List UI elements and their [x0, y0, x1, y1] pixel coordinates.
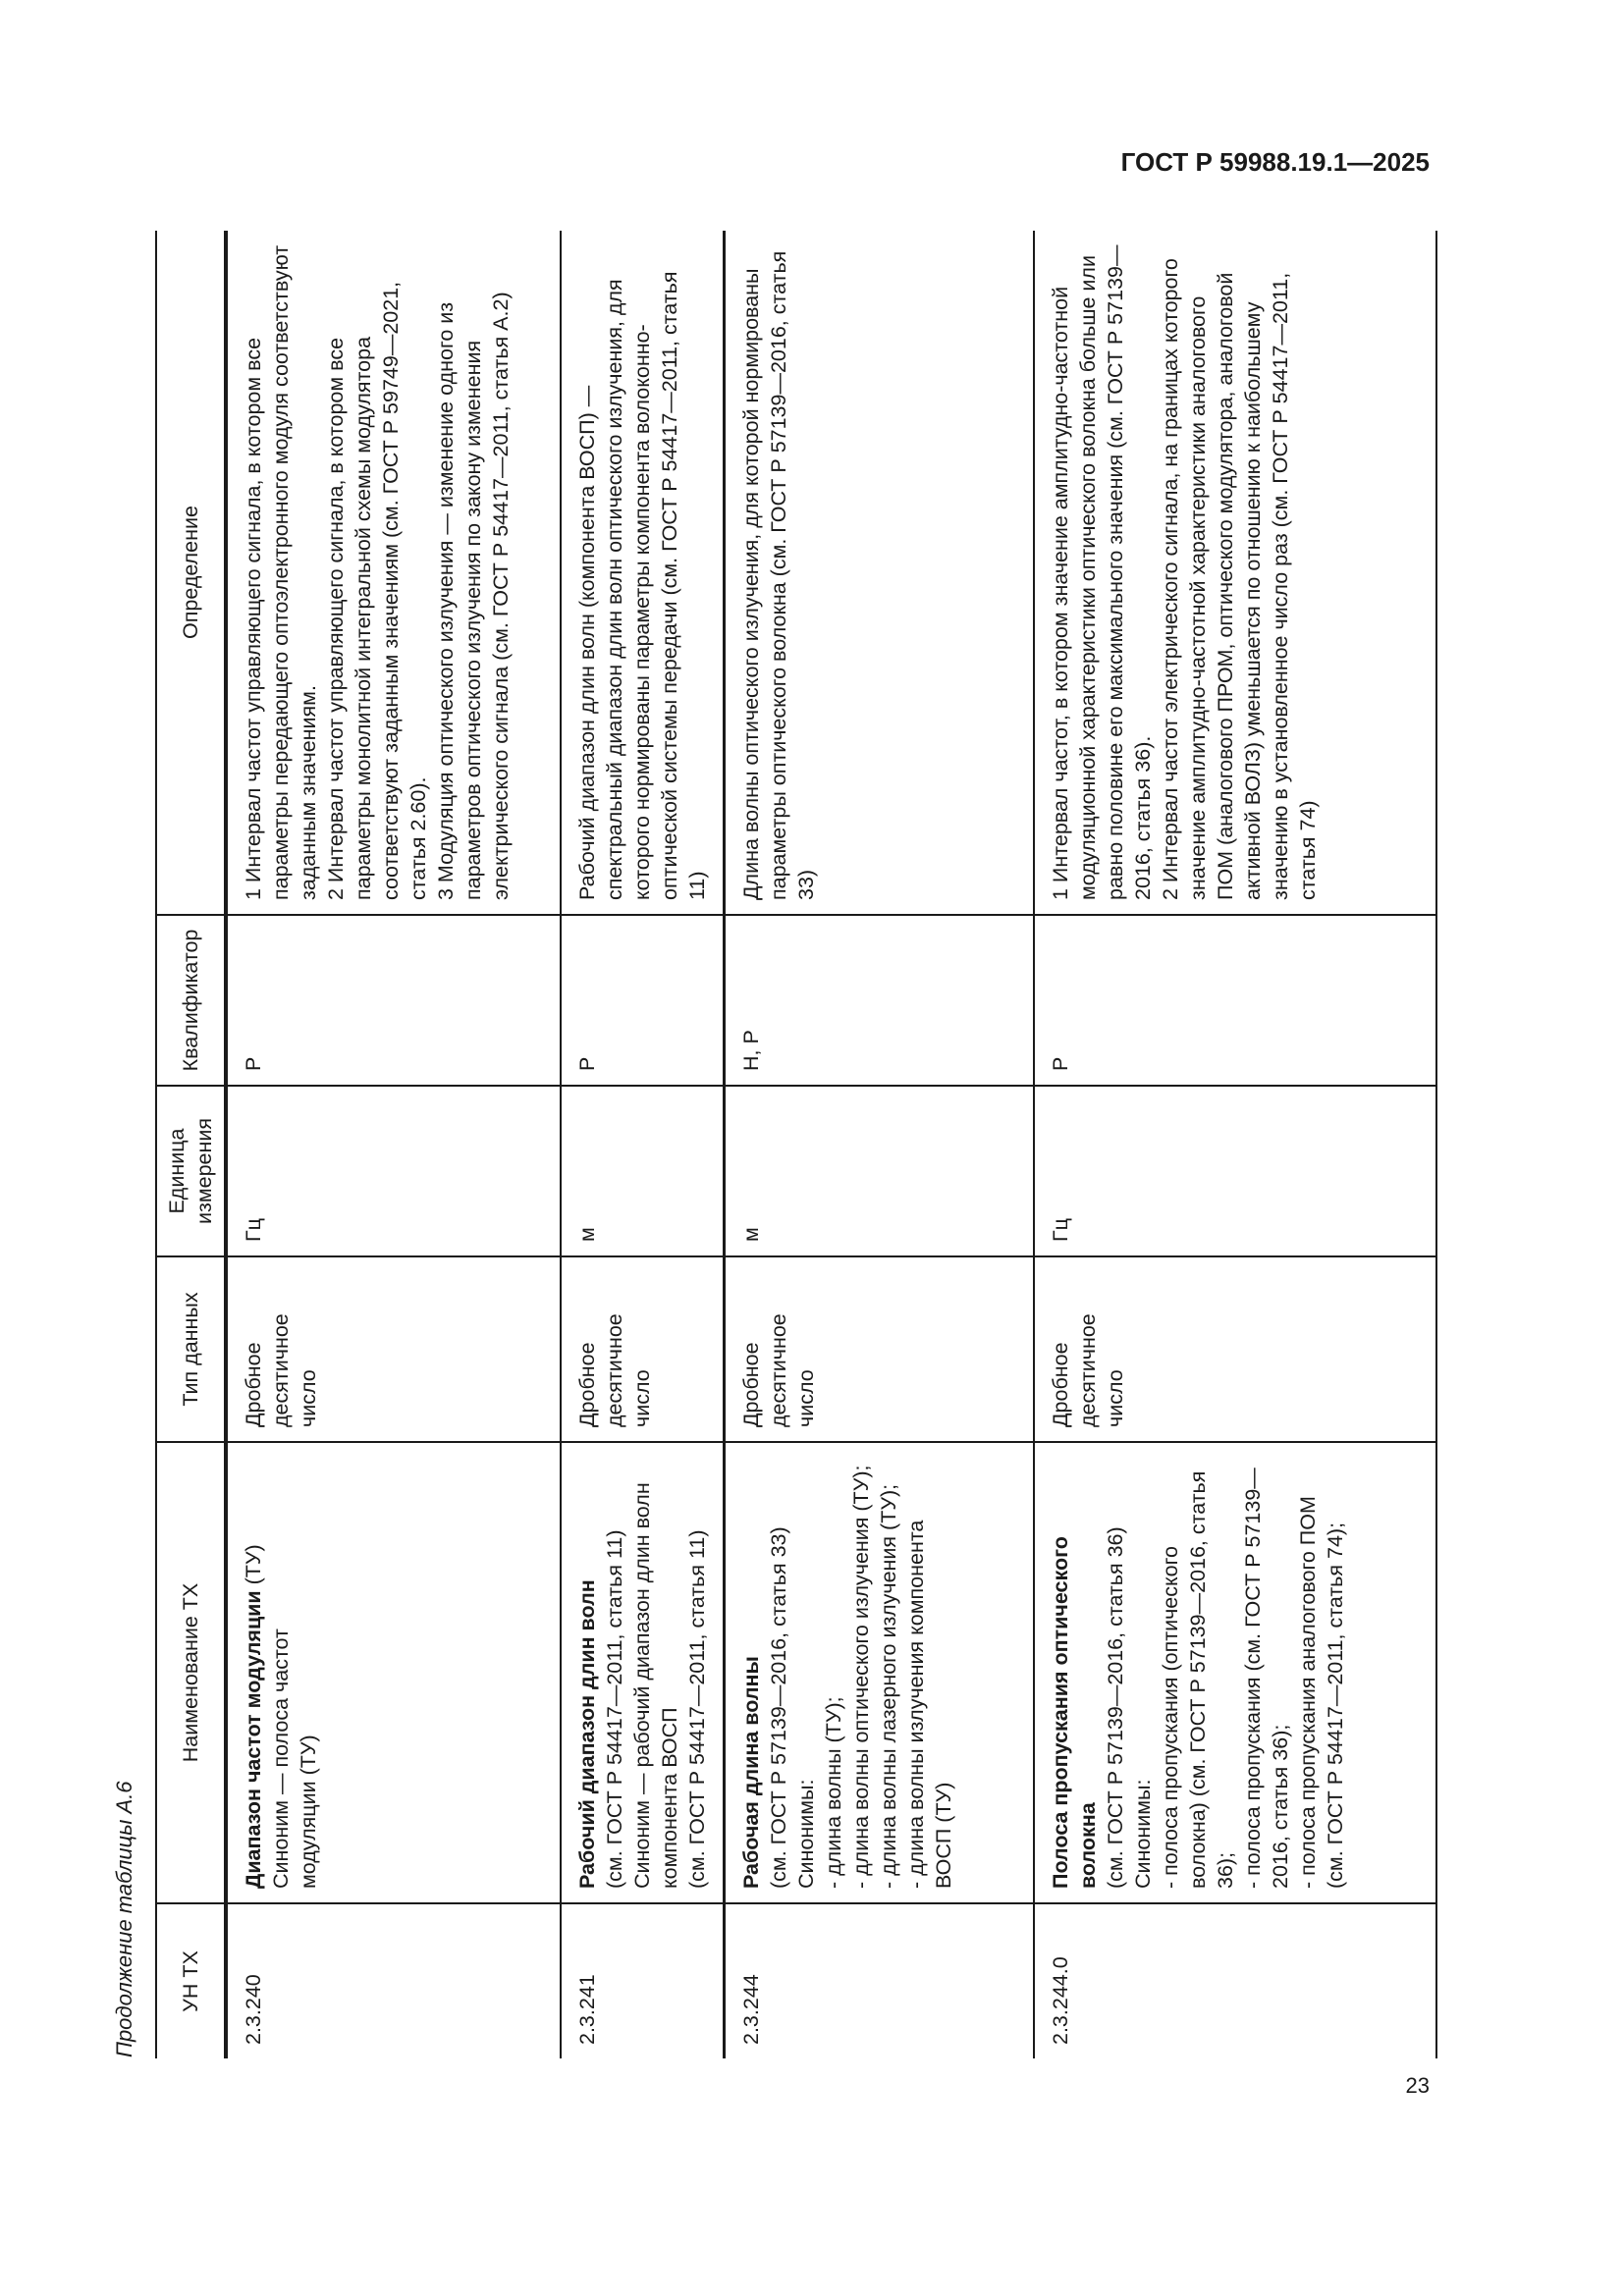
rotated-table — [155, 231, 1424, 2058]
name-line: - полоса пропускания аналогового ПОМ (см. ГОСТ Р 54417—2011, статья 74); — [1295, 1496, 1347, 1889]
header-unit: Единица измерения — [156, 1086, 226, 1256]
row-id: 2.3.240 — [226, 1903, 561, 2058]
definition-line: 2 Интервал частот управляющего сигнала, в котором все параметры монолитной интегральной схемы модулятора соответствуют заданным значениям (см. ГОСТ Р 59749—2021, статья 2.60). — [324, 281, 430, 900]
row-unit: Гц — [1034, 1086, 1436, 1256]
name-line: - длина волны (ТУ); — [822, 1696, 845, 1889]
row-type: Дробное десятичное число — [561, 1256, 725, 1442]
header-name: Наименование ТХ — [156, 1442, 226, 1903]
name-line: - длина волны оптического излучения (ТУ); — [849, 1465, 873, 1889]
name-line: модуляции (ТУ) — [297, 1735, 320, 1889]
row-definition — [561, 231, 725, 915]
name-line: Синонимы: — [794, 1779, 818, 1889]
table-row — [1034, 231, 1436, 2058]
page-number: 23 — [1405, 2073, 1430, 2098]
name-bold: Рабочий диапазон длин волн — [575, 1579, 599, 1889]
row-type: Дробное десятичное число — [725, 1256, 1034, 1442]
header-id: УН ТХ — [156, 1903, 226, 2058]
table-row — [725, 231, 1034, 2058]
header-qualifier: Квалификатор — [156, 915, 226, 1086]
name-rest: (ТУ) — [242, 1544, 265, 1591]
definition-line: 2 Интервал частот электрического сигнала, на границах которого значение амплитудно-частотной характеристики аналогового ПОМ (аналогового ПРОМ, оптического модулятора, аналоговой активной ВОЛЗ) уменьшается по отношению к наибольшему значению в установленное число раз (см. ГОСТ Р 54417—2011, статья 74) — [1158, 258, 1320, 900]
row-qualifier: Н, Р — [725, 915, 1034, 1086]
row-definition — [226, 231, 561, 915]
name-line: - длина волны излучения компонента ВОСП (ТУ) — [904, 1520, 955, 1889]
name-line: Синонимы: — [1130, 1779, 1155, 1889]
name-bold: Полоса пропускания оптического волокна — [1048, 1536, 1100, 1889]
row-name — [226, 1442, 561, 1903]
header-definition: Определение — [156, 231, 226, 915]
name-line: (см. ГОСТ Р 57139—2016, статья 36) — [1103, 1526, 1127, 1889]
row-unit: Гц — [226, 1086, 561, 1256]
row-id: 2.3.241 — [561, 1903, 725, 2058]
row-qualifier: Р — [226, 915, 561, 1086]
row-qualifier: Р — [561, 915, 725, 1086]
row-qualifier: Р — [1034, 915, 1436, 1086]
definition-line: Длина волны оптического излучения, для которой нормированы параметры оптического волокна (см. ГОСТ Р 57139—2016, статья 33) — [739, 250, 818, 900]
row-name — [725, 1442, 1034, 1903]
definition-line: 3 Модуляция оптического излучения — изменение одного из параметров оптического излучения по закону изменения электрического сигнала (см. ГОСТ Р 54417—2011, статья А.2) — [434, 292, 513, 900]
row-name — [561, 1442, 725, 1903]
row-definition — [1034, 231, 1436, 915]
row-unit: м — [725, 1086, 1034, 1256]
name-line: (см. ГОСТ Р 57139—2016, статья 33) — [767, 1526, 790, 1889]
row-id: 2.3.244.0 — [1034, 1903, 1436, 2058]
row-name — [1034, 1442, 1436, 1903]
name-line: (см. ГОСТ Р 54417—2011, статья 11) — [685, 1529, 709, 1889]
document-id: ГОСТ Р 59988.19.1—2025 — [1120, 147, 1430, 177]
row-type: Дробное десятичное число — [1034, 1256, 1436, 1442]
definition-line: 1 Интервал частот, в котором значение амплитудно-частотной модуляционной характеристики оптического волокна больше или равно половине его максимального значения (см. ГОСТ Р 57139—2016, статья 36). — [1048, 244, 1155, 900]
definition-line: 1 Интервал частот управляющего сигнала, в котором все параметры передающего оптоэлектронного модуля соответствуют заданным значениям. — [242, 244, 320, 900]
row-definition — [725, 231, 1034, 915]
row-id: 2.3.244 — [725, 1903, 1034, 2058]
table-header-row — [156, 231, 226, 2058]
definitions-table — [155, 231, 1437, 2058]
table-caption: Продолжение таблицы А.6 — [112, 1781, 136, 2057]
name-line: - полоса пропускания (см. ГОСТ Р 57139—2016, статья 36); — [1240, 1468, 1292, 1889]
name-line: - длина волны лазерного излучения (ТУ); — [877, 1483, 900, 1889]
definition-line: Рабочий диапазон длин волн (компонента ВОСП) — спектральный диапазон длин волн оптического излучения, для которого нормированы параметры компонента волоконно-оптической системы передачи (см. ГОСТ Р 54417—2011, статья 11) — [575, 271, 709, 900]
table-row — [561, 231, 725, 2058]
row-type: Дробное десятичное число — [226, 1256, 561, 1442]
name-line: (см. ГОСТ Р 54417—2011, статья 11) — [603, 1529, 626, 1889]
name-line: - полоса пропускания (оптического волокна) (см. ГОСТ Р 57139—2016, статья 36); — [1158, 1470, 1237, 1889]
name-line: Синоним — полоса частот — [269, 1629, 293, 1889]
header-type: Тип данных — [156, 1256, 226, 1442]
row-unit: м — [561, 1086, 725, 1256]
table-row — [226, 231, 561, 2058]
name-line: Синоним — рабочий диапазон длин волн компонента ВОСП — [630, 1482, 681, 1889]
name-bold: Рабочая длина волны — [739, 1656, 763, 1889]
name-bold: Диапазон частот модуляции — [242, 1590, 265, 1889]
